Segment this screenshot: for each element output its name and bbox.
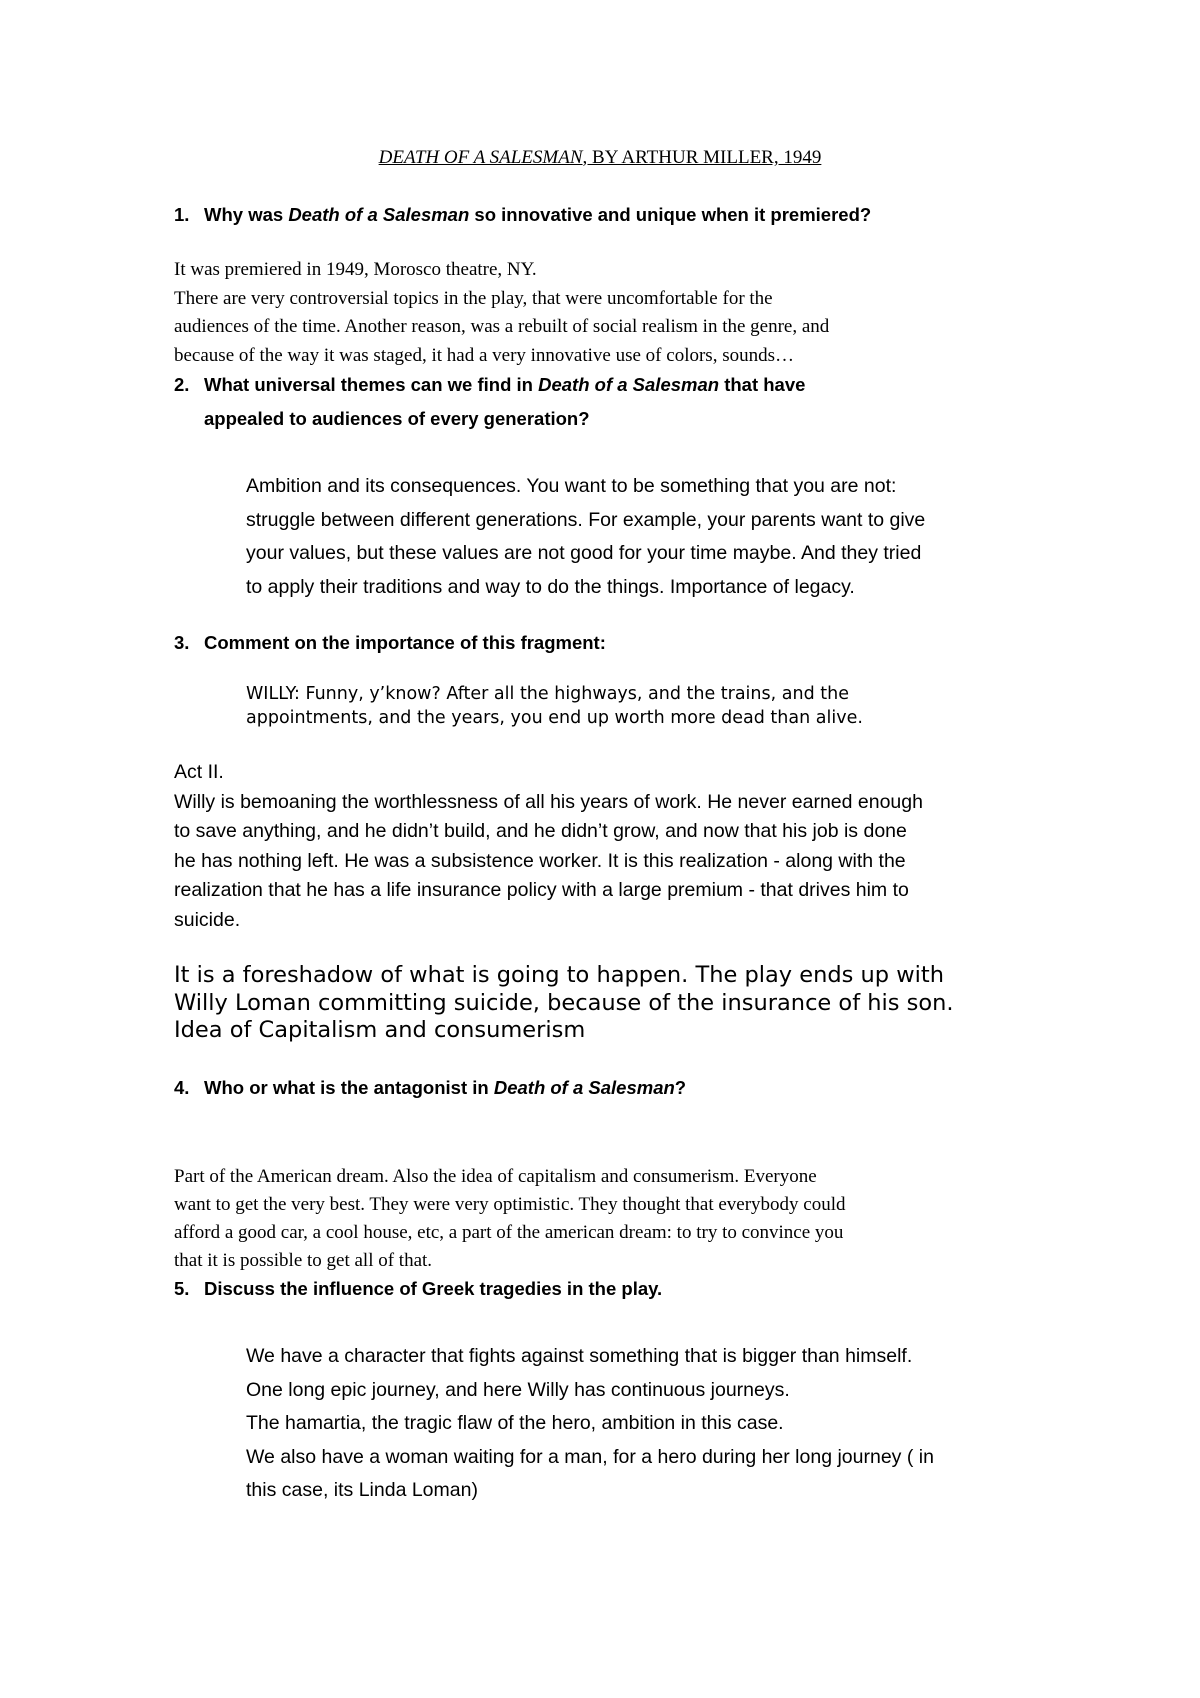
answer-1-line: It was premiered in 1949, Morosco theatre, NY.	[174, 259, 537, 280]
answer-3	[174, 758, 923, 935]
question-2	[174, 368, 806, 436]
title-rest: , BY ARTHUR MILLER, 1949	[582, 147, 822, 168]
question-1-number: 1.	[174, 204, 190, 225]
question-3-number: 3.	[174, 632, 190, 653]
answer-5-line: One long epic journey, and here Willy has continuous journeys.	[246, 1378, 790, 1401]
question-3-text: Comment on the importance of this fragment:	[204, 632, 606, 653]
answer-3-extra	[174, 962, 954, 1045]
answer-3-line: he has nothing left. He was a subsistence worker. It is this realization - along with the	[174, 849, 906, 872]
answer-3-line: Act II.	[174, 761, 224, 783]
question-1-italic: Death of a Salesman	[288, 204, 470, 225]
answer-2-line: to apply their traditions and way to do the things. Importance of legacy.	[246, 575, 855, 598]
answer-4-line: Part of the American dream. Also the idea of capitalism and consumerism. Everyone	[174, 1166, 817, 1187]
question-1-post: so innovative and unique when it premiered?	[469, 204, 872, 225]
answer-3-line: Willy is bemoaning the worthlessness of all his years of work. He never earned enough	[174, 790, 923, 813]
question-4-post: ?	[674, 1077, 687, 1098]
answer-5-line: The hamartia, the tragic flaw of the hero, ambition in this case.	[246, 1412, 784, 1434]
answer-5-line: We also have a woman waiting for a man, for a hero during her long journey ( in	[246, 1445, 934, 1468]
title-italic: DEATH OF A SALESMAN	[378, 147, 583, 168]
answer-4-line: that it is possible to get all of that.	[174, 1250, 433, 1271]
answer-3-line: suicide.	[174, 908, 241, 931]
answer-4-line: afford a good car, a cool house, etc, a part of the american dream: to try to convince you	[174, 1222, 844, 1243]
answer-1	[174, 256, 829, 370]
answer-3-line: realization that he has a life insurance policy with a large premium - that drives him to	[174, 879, 909, 901]
question-1	[174, 198, 872, 232]
question-3	[174, 626, 606, 660]
question-1-pre: Why was	[204, 204, 289, 225]
answer-1-line: audiences of the time. Another reason, was a rebuilt of social realism in the genre, and	[174, 316, 830, 337]
question-2-line2: appealed to audiences of every generation?	[204, 408, 590, 429]
answer-4-line: want to get the very best. They were very optimistic. They thought that everybody could	[174, 1194, 846, 1215]
answer-3-line: to save anything, and he didn’t build, and he didn’t grow, and now that his job is done	[174, 820, 907, 842]
answer-5	[246, 1340, 934, 1508]
question-2-post: that have	[719, 374, 806, 395]
answer-2-line: Ambition and its consequences. You want to be something that you are not:	[246, 475, 897, 497]
answer-1-line: There are very controversial topics in the play, that were uncomfortable for the	[174, 287, 773, 309]
answer-2-line: struggle between different generations. For example, your parents want to give	[246, 508, 926, 531]
question-2-italic: Death of a Salesman	[538, 374, 720, 395]
question-2-number: 2.	[174, 374, 190, 395]
question-4	[174, 1071, 687, 1105]
answer-3-extra-line: Willy Loman committing suicide, because of the insurance of his son.	[174, 989, 954, 1016]
question-4-number: 4.	[174, 1077, 190, 1098]
answer-2-line: your values, but these values are not good for your time maybe. And they tried	[246, 542, 922, 564]
answer-4	[174, 1163, 846, 1275]
quote-block	[246, 682, 863, 730]
quote-line: appointments, and the years, you end up worth more dead than alive.	[246, 708, 863, 728]
answer-3-extra-line: Idea of Capitalism and consumerism	[174, 1017, 586, 1043]
quote-line: WILLY: Funny, y’know? After all the highways, and the trains, and the	[246, 684, 849, 704]
document-title	[0, 146, 1200, 170]
question-5-number: 5.	[174, 1278, 190, 1299]
answer-2	[246, 470, 925, 604]
question-5-text: Discuss the influence of Greek tragedies in the play.	[204, 1278, 663, 1299]
question-2-pre: What universal themes can we find in	[204, 374, 539, 395]
question-4-pre: Who or what is the antagonist in	[204, 1077, 494, 1098]
answer-5-line: this case, its Linda Loman)	[246, 1479, 478, 1501]
answer-1-line: because of the way it was staged, it had a very innovative use of colors, sounds…	[174, 344, 794, 366]
question-4-italic: Death of a Salesman	[493, 1077, 675, 1098]
answer-3-extra-line: It is a foreshadow of what is going to happen. The play ends up with	[174, 962, 944, 988]
question-5	[174, 1272, 663, 1306]
answer-5-line: We have a character that fights against something that is bigger than himself.	[246, 1345, 913, 1367]
